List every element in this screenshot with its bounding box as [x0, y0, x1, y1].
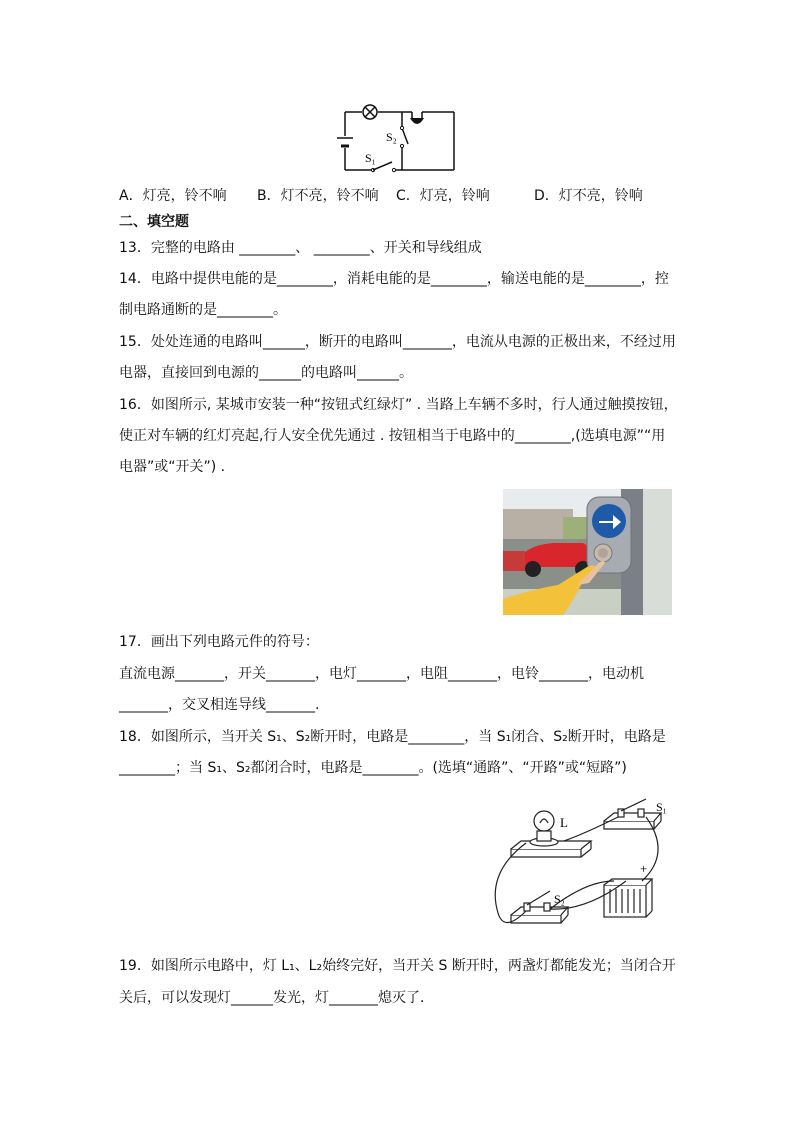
question-14-line-2: 制电路通断的是________。	[119, 302, 287, 318]
question-16-line-3: 电器”或“开关”) .	[119, 459, 226, 475]
lamp-l-label: L	[560, 815, 568, 830]
switch-s2-label: S₂	[554, 892, 565, 906]
q12-choices	[119, 186, 643, 206]
question-15-line-1: 15．处处连通的电路叫______，断开的电路叫_______，电流从电源的正极出来，不经过用	[119, 334, 676, 350]
section-title: 二、填空题	[119, 214, 189, 230]
switch-s1-label: S₁	[656, 800, 667, 814]
push-button-photo	[503, 489, 672, 615]
question-19-line-2: 关后，可以发现灯______发光，灯_______熄灭了．	[119, 990, 434, 1006]
switch-s1-label: S₁	[365, 151, 376, 165]
choice-c: C．灯亮，铃响	[396, 188, 490, 204]
question-16-line-2: 使正对车辆的红灯亮起,行人安全优先通过 . 按钮相当于电路中的________,(选填电源”“用	[119, 428, 666, 444]
question-17-line-3: _______，交叉相连导线_______.	[119, 697, 320, 713]
question-13: 13．完整的电路由 ________、 ________、开关和导线组成	[119, 240, 482, 256]
question-15-line-2: 电器，直接回到电源的______的电路叫______。	[119, 365, 413, 381]
choice-b: B．灯不亮，铃不响	[257, 188, 379, 204]
question-17-line-1: 17．画出下列电路元件的符号：	[119, 634, 319, 650]
question-16-line-1: 16．如图所示, 某城市安装一种“按钮式红绿灯” . 当路上车辆不多时，行人通过触摸按钮，	[119, 397, 678, 413]
question-14-line-1: 14．电路中提供电能的是________，消耗电能的是________，输送电能的是________，控	[119, 271, 669, 287]
question-18-line-1: 18．如图所示，当开关 S₁、S₂断开时，电路是________，当 S₁闭合、S₂断开时，电路是	[119, 729, 666, 745]
circuit-diagram-bell	[330, 98, 465, 176]
battery-plus-label: +	[640, 861, 648, 876]
switch-s2-label: S₂	[386, 130, 397, 144]
question-19-line-1: 19．如图所示电路中，灯 L₁、L₂始终完好，当开关 S 断开时，两盏灯都能发光；当闭合开	[119, 958, 676, 974]
circuit-wiring-diagram	[486, 793, 676, 941]
question-18-line-2: ________；当 S₁、S₂都闭合时，电路是________。(选填“通路”、“开路”或“短路”)	[119, 760, 627, 776]
choice-d: D．灯不亮，铃响	[534, 188, 643, 204]
question-17-line-2: 直流电源_______，开关_______，电灯_______，电阻_______，电铃_______，电动机	[119, 666, 644, 682]
choice-a: A．灯亮，铃不响	[119, 188, 227, 204]
